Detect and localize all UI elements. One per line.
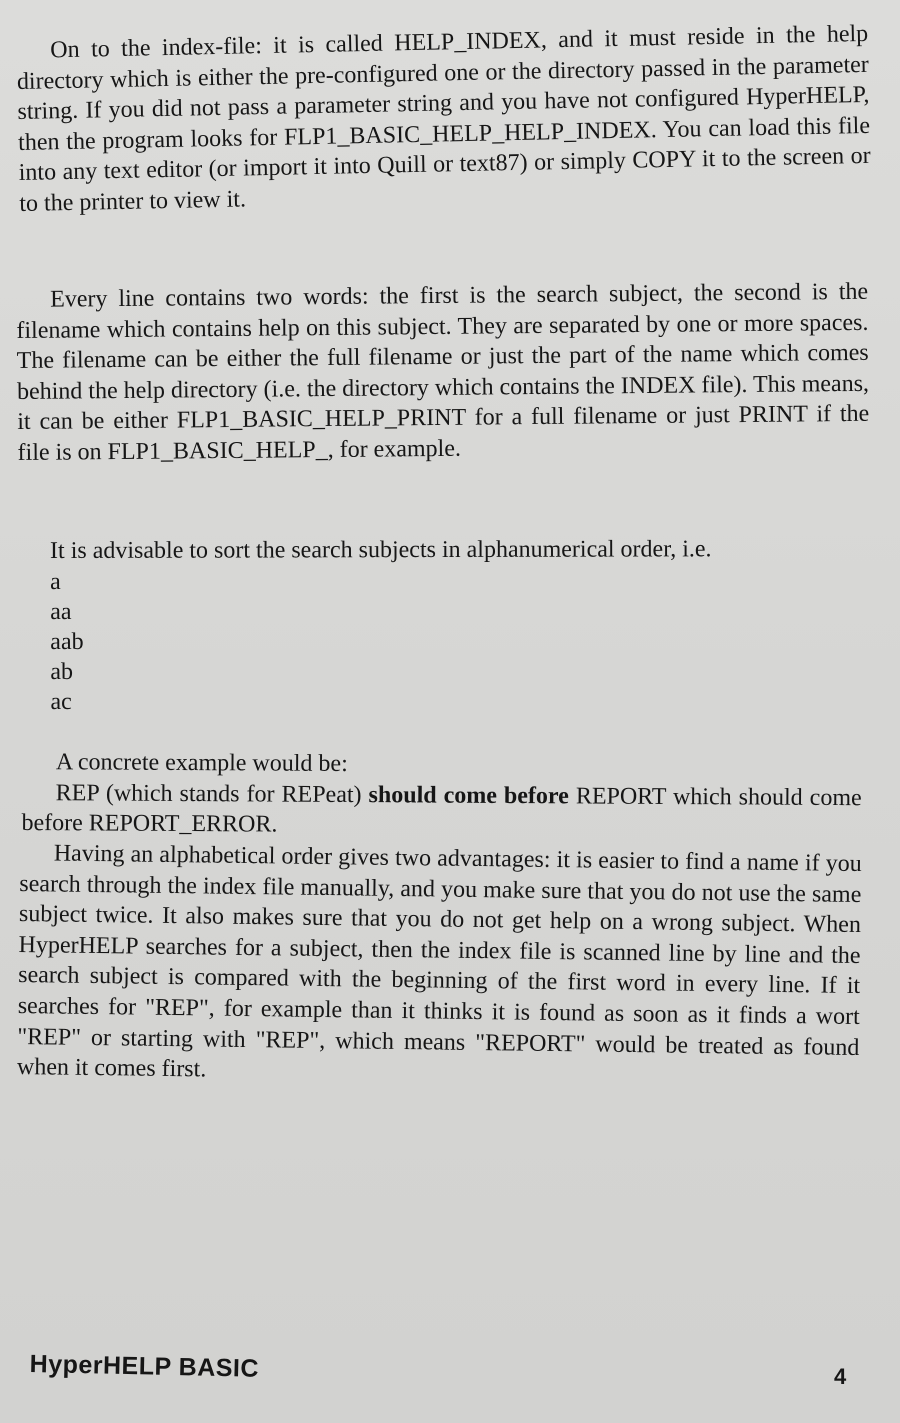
sort-advice-section (50, 534, 830, 718)
sort-example-item: aa (50, 598, 72, 625)
footer-title: HyperHELP BASIC (29, 1350, 260, 1383)
sort-example-item: a (50, 568, 61, 595)
sort-example-item: aab (50, 628, 84, 655)
paragraph-index-file (16, 19, 872, 220)
paragraph-index-file-text: On to the index-file: it is called HELP_INDEX, and it must reside in the help directory which is either the pre-configured one or the directory passed in the parameter string. If you did not pass a parameter string and you have not configured HyperHELP, then the program looks for FLP1_BASIC_HELP_HELP_INDEX. You can load this file into any text editor (or import it into Quill or text87) or simply COPY it to the screen or to the printer to view it. (16, 20, 871, 217)
concrete-example-text (21, 778, 861, 844)
page-number: 4 (834, 1364, 847, 1389)
indent (16, 57, 50, 58)
concrete-example-emphasis: should come before (368, 781, 569, 809)
sort-example-item: ab (50, 659, 74, 686)
concrete-example-part2: REPORT which should come before REPORT_ERROR. (21, 782, 862, 838)
sort-example-item: ac (50, 689, 72, 716)
sort-advice-text: It is advisable to sort the search subjects in alphanumerical order, i.e. (50, 536, 712, 564)
concrete-example-intro: A concrete example would be: (55, 749, 348, 777)
sort-example-list (50, 565, 830, 718)
concrete-example-section (21, 747, 862, 844)
concrete-example-part1: REP (which stands for REPeat) (55, 779, 369, 808)
paragraph-line-format (16, 277, 870, 469)
paragraph-line-format-text: Every line contains two words: the first is the search subject, the second is the filename which contains help on this subject. They are separated by one or more spaces. The filename can be either the full filename or just the part of the name which comes behind the help directory (i.e. the directory which contains the INDEX file). This means, it can be either FLP1_BASIC_HELP_PRINT for a full filename or just PRINT if the file is on FLP1_BASIC_HELP_, for example. (16, 278, 870, 466)
paragraph-alphabetical-order-text: Having an alphabetical order gives two advantages: it is easier to find a name if you search through the index file manually, and you make sure that you do not use the same subject twice. It also makes sure that you do not get help on a wrong subject. When HyperHELP searches for a subject, then the index file is scanned line by line and the search subject is compared with the beginning of the first word in every line. If it searches for "REP", for example than it thinks it is found as soon as it finds a wort "REP" or starting with "REP", which means "REPORT" would be treated as found when it comes first. (16, 840, 862, 1083)
paragraph-alphabetical-order (17, 838, 862, 1094)
